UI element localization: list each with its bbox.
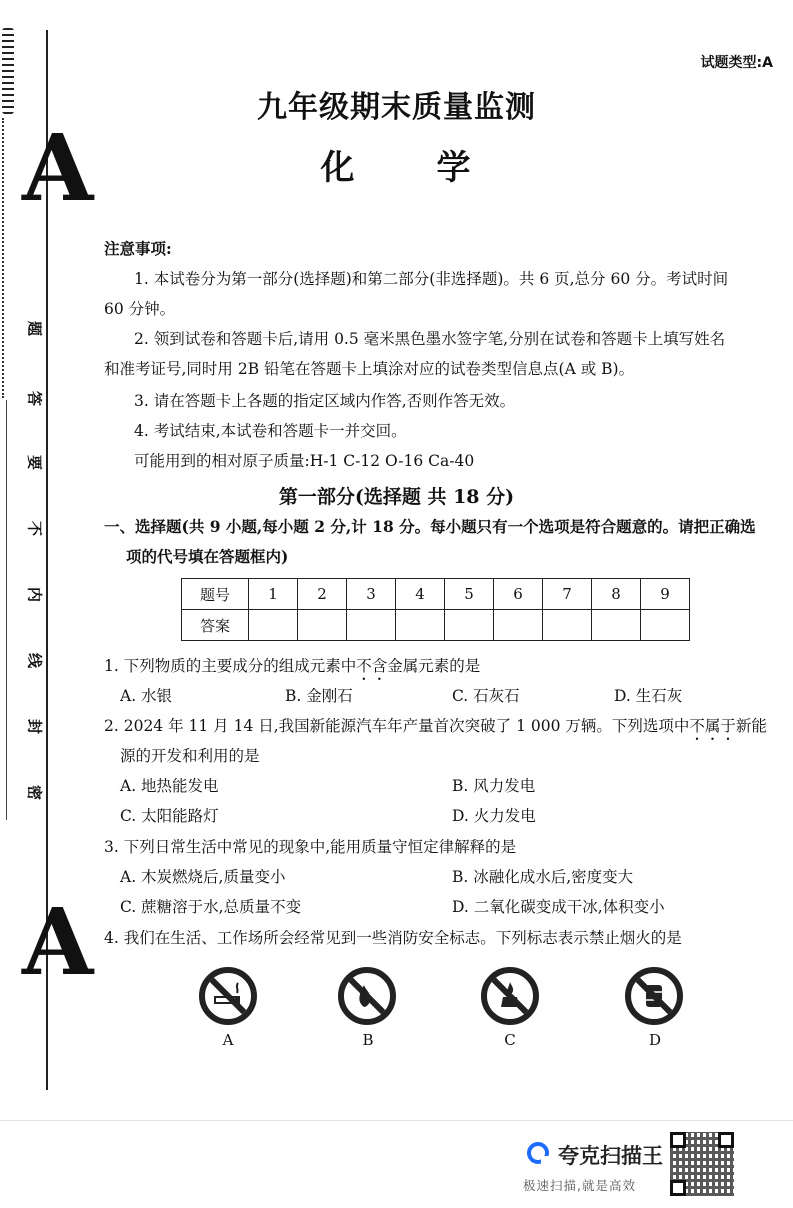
q2-option-b: B. 风力发电	[452, 777, 536, 795]
notes-heading: 注意事项:	[104, 239, 172, 258]
stem-text: 1. 下列物质的主要成分的组成元素中	[104, 657, 357, 675]
seal-word: 题	[25, 320, 44, 336]
answer-cell[interactable]	[396, 610, 445, 641]
no-burning-icon	[481, 967, 539, 1025]
q3-option-b: B. 冰融化成水后,密度变大	[452, 868, 634, 886]
answer-cell[interactable]	[445, 610, 494, 641]
question-number: 1	[249, 579, 298, 610]
q1-option-d: D. 生石灰	[614, 687, 683, 705]
stem-emphasis: 不属于	[689, 717, 736, 735]
stem-text: 2. 2024 年 11 月 14 日,我国新能源汽车年产量首次突破了 1 000 万辆。下列选项中	[104, 717, 690, 735]
question-number: 3	[347, 579, 396, 610]
qr-finder	[670, 1180, 686, 1196]
no-smoking-icon	[199, 967, 257, 1025]
q1-option-a: A. 水银	[120, 687, 173, 705]
stem-emphasis: 不含	[356, 657, 388, 675]
seal-word: 密	[25, 784, 44, 800]
note-item: 1. 本试卷分为第一部分(选择题)和第二部分(非选择题)。共 6 页,总分 60 分。考试时间	[134, 270, 729, 288]
question-2-stem	[104, 715, 767, 744]
question-number: 9	[641, 579, 690, 610]
note-item: 4. 考试结束,本试卷和答题卡一并交回。	[134, 422, 407, 440]
question-2-stem-line2: 源的开发和利用的是	[120, 747, 260, 765]
answer-table	[181, 578, 690, 641]
paper-type-letter-bottom: A	[22, 888, 94, 996]
part1-instruction: 一、选择题(共 9 小题,每小题 2 分,计 18 分。每小题只有一个选项是符合题意的。请把正确选	[104, 517, 756, 536]
q4-option-b-label: B	[362, 1031, 374, 1049]
seal-word: 不	[25, 520, 44, 536]
note-item: 2. 领到试卷和答题卡后,请用 0.5 毫米黑色墨水签字笔,分别在试卷和答题卡上填写姓名	[134, 330, 726, 348]
stem-text: 新能	[735, 717, 767, 735]
question-number: 2	[298, 579, 347, 610]
q2-option-d: D. 火力发电	[452, 807, 536, 825]
quark-logo-icon	[527, 1142, 549, 1164]
table-row	[182, 579, 690, 610]
table-row	[182, 610, 690, 641]
question-number: 6	[494, 579, 543, 610]
subject-char: 化	[320, 148, 357, 188]
subject-title	[0, 140, 793, 189]
q4-option-d-label: D	[648, 1031, 662, 1049]
question-number: 4	[396, 579, 445, 610]
table-header: 答案	[182, 610, 249, 641]
table-header: 题号	[182, 579, 249, 610]
note-item: 3. 请在答题卡上各题的指定区域内作答,否则作答无效。	[134, 392, 516, 410]
scanner-brand: 夸克扫描王	[558, 1144, 663, 1168]
answer-cell[interactable]	[641, 610, 690, 641]
paper-type-letter-top: A	[22, 114, 94, 222]
q3-option-c: C. 蔗糖溶于水,总质量不变	[120, 898, 302, 916]
question-3-stem: 3. 下列日常生活中常见的现象中,能用质量守恒定律解释的是	[104, 838, 517, 856]
footer-divider	[0, 1120, 793, 1121]
subject-char: 学	[436, 148, 473, 188]
seal-word: 答	[25, 390, 44, 406]
paper-type-label: 试题类型:A	[700, 55, 773, 71]
q4-option-c-label: C	[504, 1031, 516, 1049]
q1-option-c: C. 石灰石	[452, 687, 520, 705]
exam-title: 九年级期末质量监测	[257, 90, 536, 125]
answer-cell[interactable]	[494, 610, 543, 641]
part1-title: 第一部分(选择题 共 18 分)	[278, 486, 515, 508]
seal-word: 要	[25, 454, 44, 470]
q2-option-c: C. 太阳能路灯	[120, 807, 219, 825]
seal-word: 线	[25, 652, 44, 668]
q3-option-d: D. 二氧化碳变成干冰,体积变小	[452, 898, 665, 916]
answer-cell[interactable]	[249, 610, 298, 641]
no-flammable-storage-icon	[625, 967, 683, 1025]
note-item: 60 分钟。	[104, 300, 176, 318]
answer-cell[interactable]	[543, 610, 592, 641]
question-1-stem	[104, 655, 480, 684]
question-4-stem: 4. 我们在生活、工作场所会经常见到一些消防安全标志。下列标志表示禁止烟火的是	[104, 929, 682, 947]
qr-finder	[670, 1132, 686, 1148]
q4-option-a-label: A	[222, 1031, 234, 1049]
scanner-tagline: 极速扫描,就是高效	[523, 1178, 636, 1193]
seal-word: 内	[25, 586, 44, 602]
question-number: 7	[543, 579, 592, 610]
question-number: 5	[445, 579, 494, 610]
qr-finder	[718, 1132, 734, 1148]
no-open-flame-icon	[338, 967, 396, 1025]
answer-cell[interactable]	[347, 610, 396, 641]
part1-instruction: 项的代号填在答题框内)	[126, 547, 289, 566]
atomic-masses: 可能用到的相对原子质量:H-1 C-12 O-16 Ca-40	[134, 452, 475, 470]
q2-option-a: A. 地热能发电	[120, 777, 219, 795]
seal-word: 封	[25, 718, 44, 734]
q3-option-a: A. 木炭燃烧后,质量变小	[120, 868, 286, 886]
answer-cell[interactable]	[298, 610, 347, 641]
question-number: 8	[592, 579, 641, 610]
stem-text: 金属元素的是	[387, 657, 481, 675]
note-item: 和准考证号,同时用 2B 铅笔在答题卡上填涂对应的试卷类型信息点(A 或 B)。	[104, 360, 635, 378]
margin-rule	[6, 400, 7, 820]
answer-cell[interactable]	[592, 610, 641, 641]
q1-option-b: B. 金刚石	[285, 687, 353, 705]
